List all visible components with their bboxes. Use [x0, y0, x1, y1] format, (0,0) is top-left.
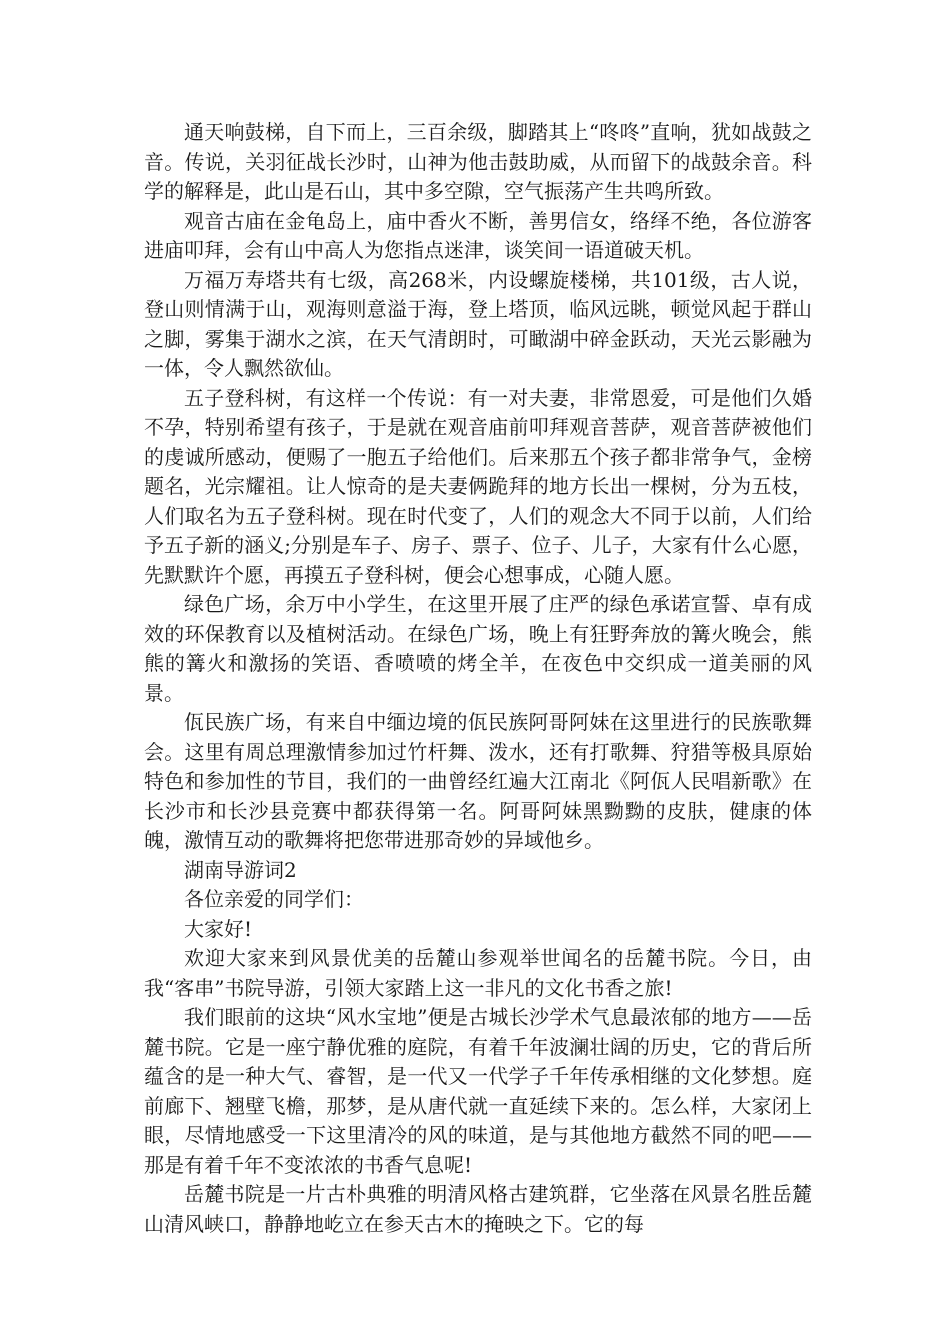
paragraph-pagoda: 万福万寿塔共有七级，高268米，内设螺旋楼梯，共101级，古人说，登山则情满于山，观海则意溢于海，登上塔顶，临风远眺，顿觉风起于群山之脚，雾集于湖水之滨，在天气清朗时，可瞰湖中碎金跃动，天光云影融为一体，令人飘然欲仙。	[144, 267, 812, 380]
paragraph-green-square: 绿色广场，余万中小学生，在这里开展了庄严的绿色承诺宣誓、卓有成效的环保教育以及植树活动。在绿色广场，晚上有狂野奔放的篝火晚会，熊熊的篝火和激扬的笑语、香喷喷的烤全羊，在夜色中交织成一道美丽的风景。	[144, 592, 812, 705]
greeting-salutation: 各位亲爱的同学们：	[184, 887, 364, 911]
paragraph-academy-buildings: 岳麓书院是一片古朴典雅的明清风格古建筑群，它坐落在风景名胜岳麓山清风峡口，静静地屹立在参天古木的掩映之下。它的每	[144, 1182, 812, 1236]
paragraph-guanyin-temple: 观音古庙在金龟岛上，庙中香火不断，善男信女，络绎不绝，各位游客进庙叩拜，会有山中高人为您指点迷津，谈笑间一语道破天机。	[144, 208, 812, 262]
greeting-hello: 大家好!	[184, 916, 253, 941]
paragraph-wa-square: 佤民族广场，有来自中缅边境的佤民族阿哥阿妹在这里进行的民族歌舞会。这里有周总理激情参加过竹杆舞、泼水，还有打歌舞、狩猎等极具原始特色和参加性的节目，我们的一曲曾经红遍大江南北《阿佤人民唱新歌》在长沙市和长沙县竞赛中都获得第一名。阿哥阿妹黑黝黝的皮肤，健康的体魄，激情互动的歌舞将把您带进那奇妙的异域他乡。	[144, 710, 812, 852]
paragraph-five-sons-tree: 五子登科树，有这样一个传说：有一对夫妻，非常恩爱，可是他们久婚不孕，特别希望有孩子，于是就在观音庙前叩拜观音菩萨，观音菩萨被他们的虔诚所感动，便赐了一胞五子给他们。后来那五个孩子都非常争气，金榜题名，光宗耀祖。让人惊奇的是夫妻俩跪拜的地方长出一棵树，分为五枝，人们取名为五子登科树。现在时代变了，人们的观念大不同于以前，人们给予五子新的涵义;分别是车子、房子、票子、位子、儿子，大家有什么心愿，先默默许个愿，再摸五子登科树，便会心想事成，心随人愿。	[144, 385, 812, 587]
document-body	[144, 118, 812, 1239]
paragraph-academy-intro: 我们眼前的这块“风水宝地”便是古城长沙学术气息最浓郁的地方——岳麓书院。它是一座宁静优雅的庭院，有着千年波澜壮阔的历史，它的背后所蕴含的是一种大气、睿智，是一代又一代学子千年传承相继的文化梦想。庭前廊下、翘壁飞檐，那梦，是从唐代就一直延续下来的。怎么样，大家闭上眼，尽情地感受一下这里清冷的风的味道，是与其他地方截然不同的吧——那是有着千年不变浓浓的书香气息呢!	[144, 1005, 812, 1177]
section-heading: 湖南导游词2	[184, 857, 297, 882]
paragraph-drum-stairs: 通天响鼓梯，自下而上，三百余级，脚踏其上“咚咚”直响，犹如战鼓之音。传说，关羽征战长沙时，山神为他击鼓助威，从而留下的战鼓余音。科学的解释是，此山是石山，其中多空隙，空气振荡产生共鸣所致。	[144, 120, 812, 203]
paragraph-welcome: 欢迎大家来到风景优美的岳麓山参观举世闻名的岳麓书院。今日，由我“客串”书院导游，引领大家踏上这一非凡的文化书香之旅!	[144, 946, 812, 1000]
